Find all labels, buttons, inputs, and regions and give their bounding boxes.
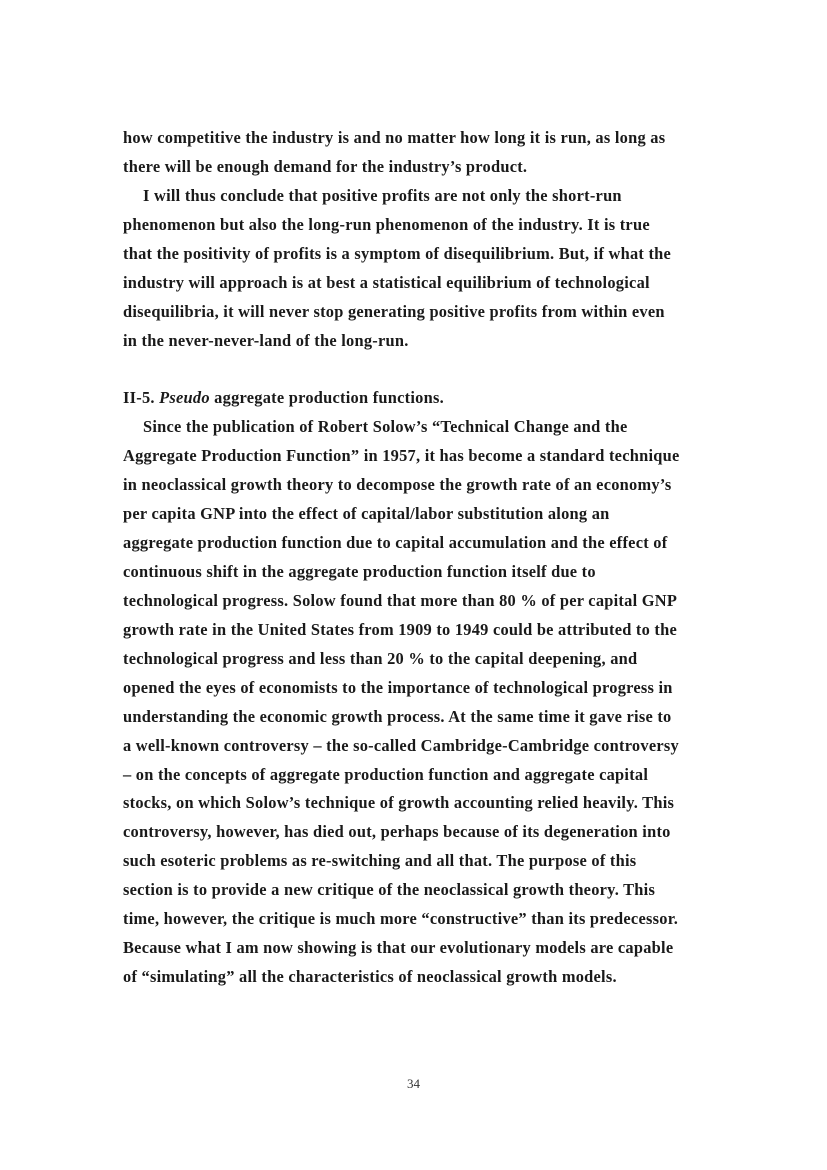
paragraph-2-line-6: in the never-never-land of the long-run. (123, 331, 409, 350)
paragraph-3-line-18: time, however, the critique is much more “constructive” than its predecessor. (123, 909, 679, 928)
paragraph-3-line-5: aggregate production function due to capital accumulation and the effect of (123, 533, 668, 552)
paragraph-3-line-10: opened the eyes of economists to the importance of technological progress in (123, 678, 673, 697)
paragraph-2-line-2: phenomenon but also the long-run phenomenon of the industry. It is true (123, 215, 650, 234)
section-italic-word: Pseudo (159, 388, 210, 407)
paragraph-3-line-19: Because what I am now showing is that our evolutionary models are capable (123, 938, 674, 957)
paragraph-3-line-4: per capita GNP into the effect of capital/labor substitution along an (123, 504, 610, 523)
paragraph-3-line-14: stocks, on which Solow’s technique of growth accounting relied heavily. This (123, 793, 675, 812)
paragraph-2-line-4: industry will approach is at best a statistical equilibrium of technological (123, 273, 650, 292)
paragraph-1-line-1: how competitive the industry is and no matter how long it is run, as long as (123, 128, 666, 147)
paragraph-1-line-2: there will be enough demand for the industry’s product. (123, 157, 528, 176)
paragraph-3-line-13: – on the concepts of aggregate production function and aggregate capital (123, 765, 649, 784)
paragraph-3-line-16: such esoteric problems as re-switching and all that. The purpose of this (123, 851, 637, 870)
section-heading (123, 388, 444, 408)
paragraph-3-line-20: of “simulating” all the characteristics of neoclassical growth models. (123, 967, 617, 986)
paragraph-3-line-1: Since the publication of Robert Solow’s “Technical Change and the (143, 417, 628, 436)
paragraph-3-line-7: technological progress. Solow found that more than 80 % of per capital GNP (123, 591, 678, 610)
paragraph-3-line-15: controversy, however, has died out, perhaps because of its degeneration into (123, 822, 671, 841)
section-title-rest: aggregate production functions. (214, 388, 444, 407)
paragraph-3-line-12: a well-known controversy – the so-called Cambridge-Cambridge controversy (123, 736, 679, 755)
paragraph-3-line-11: understanding the economic growth process. At the same time it gave rise to (123, 707, 672, 726)
paragraph-3-line-3: in neoclassical growth theory to decompose the growth rate of an economy’s (123, 475, 672, 494)
paragraph-3-line-9: technological progress and less than 20 % to the capital deepening, and (123, 649, 638, 668)
page-number: 34 (407, 1076, 420, 1091)
paragraph-3-line-8: growth rate in the United States from 1909 to 1949 could be attributed to the (123, 620, 678, 639)
paragraph-3-line-6: continuous shift in the aggregate production function itself due to (123, 562, 596, 581)
paragraph-3-line-2: Aggregate Production Function” in 1957, it has become a standard technique (123, 446, 680, 465)
section-number: II-5. (123, 388, 155, 407)
paragraph-2-line-5: disequilibria, it will never stop generating positive profits from within even (123, 302, 665, 321)
paragraph-2-line-1: I will thus conclude that positive profits are not only the short-run (143, 186, 622, 205)
paragraph-3-line-17: section is to provide a new critique of the neoclassical growth theory. This (123, 880, 656, 899)
paragraph-2-line-3: that the positivity of profits is a symptom of disequilibrium. But, if what the (123, 244, 672, 263)
